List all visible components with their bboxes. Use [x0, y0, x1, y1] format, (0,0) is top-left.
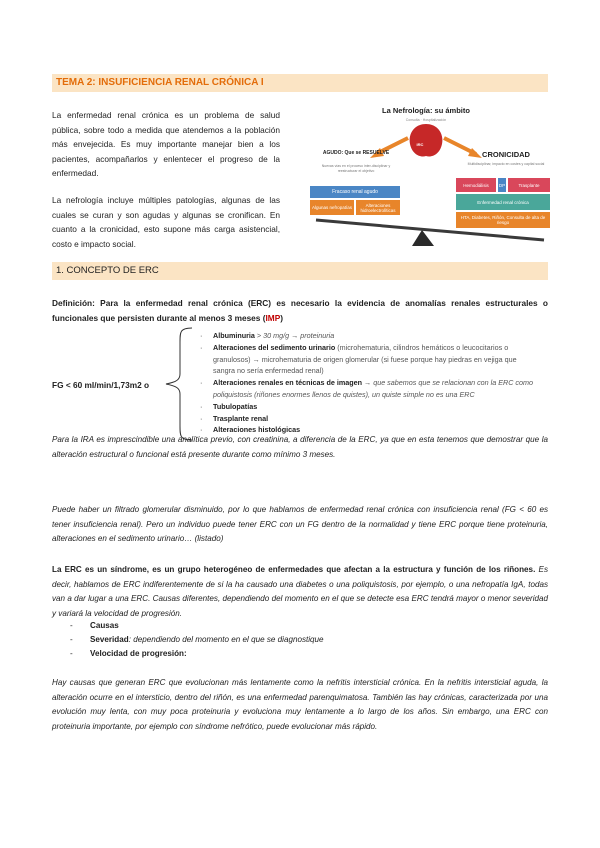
acute-kidney-failure-box: Fracaso renal agudo: [310, 186, 400, 198]
criteria-list: [196, 330, 536, 436]
chronicity-title: CRONICIDAD: [482, 150, 530, 159]
paragraph-filtrado: Puede haber un filtrado glomerular disminuido, por lo que hablamos de enfermedad renal crónica con insuficiencia renal (FG < 60 es tener insuficiencia renal). Pero un individuo puede tener ERC con un FG dentro de la normalidad y tiene ERC porque tiene proteinuria, alteraciones en el sedimento urinario… (listado): [52, 505, 548, 543]
chronic-box-hemodialysis: Hemodiálisis: [456, 178, 496, 192]
criterion-imaging-text: → que sabemos que se relacionan con la ERC como poliquistosis (riñones enormes llenos de quistes), un quiste simple no es una ERC: [213, 378, 534, 399]
factor-severity: [70, 633, 324, 647]
fg-criterion: FG < 60 ml/min/1,73m2 o: [52, 380, 150, 390]
factors-list: [70, 619, 324, 661]
definition-text: Para la enfermedad renal crónica (ERC) es necesario la evidencia de anomalías renales estructurales o funcionales que persisten durante al menos 3 meses (: [52, 298, 548, 323]
intro-paragraph-1: La enfermedad renal crónica es un problema de salud pública, sobre todo a medida que atendemos a la población más envejecida. Es muy importante manejar bien a los pacientes, acompañarlos y enlentecer el progreso de la enfermedad.: [52, 110, 280, 178]
criterion-transplant-label: Trasplante renal: [213, 413, 269, 423]
criterion-transplant: [196, 413, 536, 425]
diagram-graphic: [296, 102, 556, 252]
chronic-box-ckd: Enfermedad renal crónica: [456, 194, 550, 210]
criterion-sediment-label: Alteraciones del sedimento urinario: [213, 342, 336, 352]
criterion-albuminuria: [196, 330, 536, 342]
criterion-imaging: [196, 377, 536, 401]
factor-severity-text: : dependiendo del momento en el que se diagnostique: [128, 635, 324, 644]
criterion-imaging-label: Alteraciones renales en técnicas de imagen: [213, 378, 363, 388]
paragraph-erc-syndrome: [52, 563, 548, 621]
chronic-box-risk: HTA, Diabetes, Riñón, Consulta de alta de riesgo: [456, 212, 550, 228]
criterion-sediment: [196, 342, 536, 377]
factor-causes: [70, 619, 324, 633]
imp-tag: IMP: [265, 312, 281, 323]
chronic-box-transplant: Trasplante: [508, 178, 550, 192]
diagram-subtitle: Consulta · Hospitalización: [405, 118, 447, 122]
erc-syndrome-bold: La ERC es un síndrome, es un grupo heterogéneo de enfermedades que afectan a la estructura y función de los riñones.: [52, 565, 536, 574]
factor-causes-label: Causas: [90, 621, 119, 630]
acute-description: Nuevas vías en el proceso inter-disciplinar y reestructurar el objetivo: [321, 164, 391, 173]
topic-title: TEMA 2: INSUFICIENCIA RENAL CRÓNICA I: [52, 74, 548, 92]
definition-paragraph: [52, 296, 548, 325]
criterion-tubulopathies-label: Tubulopatías: [213, 401, 258, 411]
acute-box-nephropathies: Algunas nefropatías: [310, 200, 354, 215]
definition-label: Definición:: [52, 298, 95, 308]
definition-close: ): [280, 312, 284, 323]
kidney-label: IRC: [416, 142, 424, 147]
intro-paragraph-2: La nefrología incluye múltiples patologías, algunas de las cuales se curan y son agudas y algunas se cronifican. En cuanto a la cronicidad, esto supone más carga asistencial, costo e impacto social.: [52, 195, 280, 249]
nephrology-scope-diagram: [296, 102, 556, 252]
kidney-icon: [410, 124, 443, 157]
acute-box-electrolytes: Alteraciones hidroelectrolíticas: [356, 200, 400, 215]
paragraph-ira: Para la IRA es imprescindible una analítica previo, con creatinina, a diferencia de la ERC, ya que en esta tenemos que demostrar que la alteración estructural o funcional está presente durante como mínimo 3 meses.: [52, 435, 548, 459]
criterion-histology-label: Alteraciones histológicas: [213, 425, 301, 435]
factor-severity-label: Severidad: [90, 635, 129, 644]
curly-brace-icon: [158, 326, 194, 442]
factor-progression: [70, 647, 324, 661]
criterion-tubulopathies: [196, 401, 536, 413]
chronicity-description: Multidisciplinar, impacto en costes y capital social: [467, 162, 545, 166]
paragraph-causes-evolution: Hay causas que generan ERC que evolucionan más lentamente como la nefritis intersticial crónica. En la nefritis intersticial aguda, la alteración ocurre en el intersticio, dentro del riñón, es una enfermedad parenquimatosa. También las hay crónicas, caracterizada por una evolución muy lenta, con muy poca proteinuria y evoluciona muy lentamente a lo largo de los años. Sin embargo, una ERC con proteinuria importante, por ejemplo con síndrome nefrótico, puede evolucionar más rápido.: [52, 678, 548, 731]
criterion-albuminuria-label: Albuminuria: [213, 331, 255, 340]
factor-progression-label: Velocidad de progresión:: [90, 649, 187, 658]
erc-syndrome-italic: Es decir, hablamos de ERC indiferentemente de si la ha causado una diabetes o una poliquistosis, por ejemplo, o una nefropatía IgA, todas van a dar lugar a una ERC. Causas diferentes, dependiendo del momento en el que se detecte esa ERC tendrá mayor o menor severidad y variará la velocidad de progresión.: [52, 565, 548, 618]
criterion-albuminuria-text: > 30 mg/g → proteinuria: [254, 331, 335, 340]
balance-fulcrum-icon: [412, 230, 434, 246]
chronic-box-dp: DP: [498, 178, 506, 192]
criterion-sediment-text: (microhematuria, cilindros hemáticos o leucocitarios o granulosos) → microhematuria de origen glomerular (si fuese porque hay piedras en vejiga que sangra no sería enfermedad renal): [213, 342, 517, 376]
section-title-concept: 1. CONCEPTO DE ERC: [52, 262, 548, 280]
diagram-title: La Nefrología: su ámbito: [382, 106, 470, 115]
acute-title: AGUDO: Que se RESUELVE: [322, 150, 390, 156]
